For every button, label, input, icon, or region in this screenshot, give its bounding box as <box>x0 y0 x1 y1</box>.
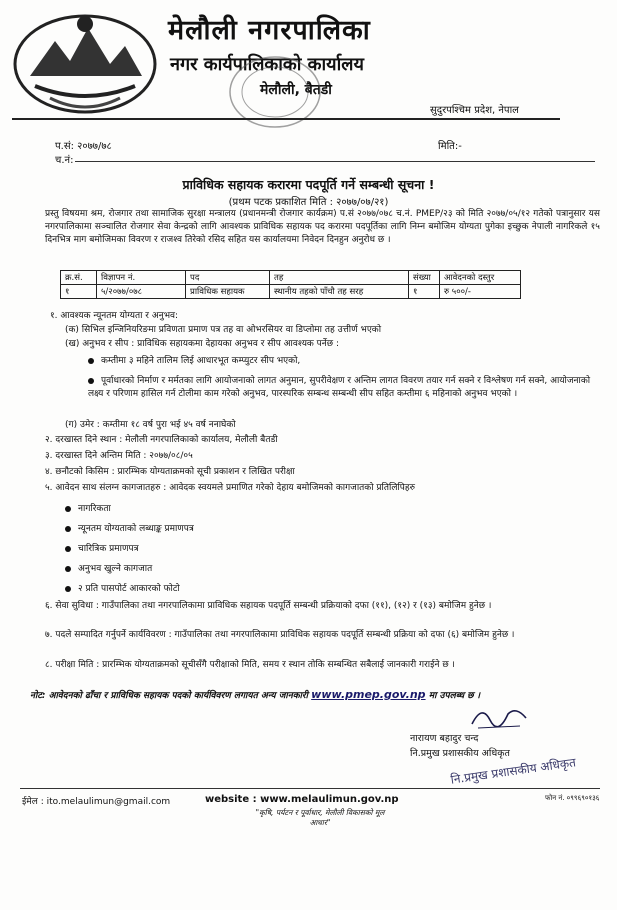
footer-divider <box>20 788 600 789</box>
designation-stamp: नि.प्रमुख प्रशासकीय अधिकृत <box>449 755 577 787</box>
requirement-ga: (ग) उमेर : कम्तीमा १८ वर्ष पुरा भई ४५ वर्ष ननाघेको <box>65 420 236 430</box>
table-header-row <box>61 271 521 285</box>
footer-slogan: "कृषि, पर्यटन र पूर्वाधार, मेलौली विकासको मूल आधार" <box>255 808 385 827</box>
office-seal-icon <box>225 52 325 132</box>
bullet-icon <box>88 358 94 364</box>
reference-number: प.सं: २०७७/७८ <box>55 141 112 152</box>
municipality-emblem-icon <box>10 6 160 116</box>
table-cell: स्थानीय तहको पाँचौ तह सरह <box>270 285 409 299</box>
table-cell: १ <box>61 285 97 299</box>
item-6: ६. सेवा सुविधा : गाउँपालिका तथा नगरपालिकामा प्राविधिक सहायक पदपूर्ति सम्बन्धी प्रक्रियाको दफा (११), (१२) र (१३) बमोजिम हुनेछ । <box>45 601 492 611</box>
dispatch-number: च.नं: <box>55 155 74 166</box>
table-header: क्र.सं. <box>61 271 97 285</box>
item-5: ५. आवेदन साथ संलग्न कागजातहरु : आवेदक स्वयमले प्रमाणित गरेको देहाय बमोजिमको कागजातको प्रतिलिपिहरु <box>45 483 416 493</box>
office-name: नगर कार्यपालिकाको कार्यालय <box>170 54 364 75</box>
bullet-icon <box>65 566 71 572</box>
table-cell: ५/२०७७/०७८ <box>97 285 186 299</box>
note-suffix: मा उपलब्ध छ । <box>428 691 481 701</box>
table-header: पद <box>186 271 270 285</box>
footer-website[interactable]: website : www.melaulimun.gov.np <box>205 794 399 805</box>
note-text: नोट: आवेदनको ढाँचा र प्राविधिक सहायक पदको कार्यविवरण लगायत अन्य जानकारी <box>30 691 309 701</box>
header-divider <box>12 118 560 120</box>
list-item-text: चारित्रिक प्रमाणपत्र <box>78 544 139 554</box>
notice-intro: प्रस्तु विषयमा श्रम, रोजगार तथा सामाजिक सुरक्षा मन्त्रालय (प्रधानमन्त्री रोजगार कार्यक्रम) प.सं २०७७/०७८ च.नं. PMEP/२३ को मिति २०७७/०५/१२ गतेको पत्रानुसार यस नगरपालिकामा सञ्चालित रोजगार सेवा केन्द्रको लागि आवश्यक प्राविधिक सहायक पद करारमा पदपूर्तिका लागि निम्न बमोजिम योग्यता पुगेका इच्छुक नेपाली नागरिकले १५ दिनभित्र माग बमोजिमका विवरण र राजश्व तिरेको रसिद सहित यस कार्यालयमा निवेदन दिनहुन अनुरोध छ । <box>45 209 600 245</box>
item-8: ८. परीक्षा मिति : प्रारम्भिक योग्यताक्रमको सूचीसँगै परीक्षाको मिति, समय र स्थान तोकि सम्बन्धित सबैलाई जानकारी गराईने छ । <box>45 660 455 670</box>
table-header: विज्ञापन नं. <box>97 271 186 285</box>
bullet-icon <box>88 378 94 384</box>
list-item-text: पूर्वाधारको निर्माण र मर्मतका लागि आयोजनाको लागत अनुमान, सुपरीवेक्षण र अन्तिम लागत विवरण तयार गर्न सक्ने र विश्लेषण गर्न सक्ने, आयोजनाको लक्ष्य र परिणाम हासिल गर्न टोलीमा काम गरेको अनुभव, पारस्परिक सम्बन्ध सम्बन्धी सीप सहित कम्तीमा ६ महिनाको अनुभव भएको । <box>88 376 591 399</box>
list-item-text: २ प्रति पासपोर्ट आकारको फोटो <box>78 584 180 594</box>
office-location: मेलौली, बैतडी <box>260 82 332 98</box>
bullet-icon <box>65 526 71 532</box>
requirement-ka: (क) सिभिल इन्जिनियरिङमा प्रविणता प्रमाण पत्र तह वा ओभरसियर वा डिप्लोमा तह उत्तीर्ण भएको <box>65 325 382 335</box>
list-item <box>88 355 300 368</box>
table-header: संख्या <box>409 271 440 285</box>
item-4: ४. छनौटको किसिम : प्रारम्भिक योग्यताक्रमको सूची प्रकाशन र लिखित परीक्षा <box>45 467 295 477</box>
bullet-icon <box>65 586 71 592</box>
signatory-role: नि.प्रमुख प्रशासकीय अधिकृत <box>410 748 510 759</box>
list-item <box>65 583 180 596</box>
province-name: सुदुरपश्चिम प्रदेश, नेपाल <box>430 105 519 116</box>
table-cell: प्राविधिक सहायक <box>186 285 270 299</box>
list-item-text: नागरिकता <box>78 504 111 514</box>
table-header: आवेदनको दस्तुर <box>440 271 521 285</box>
note <box>30 688 593 703</box>
footer-phone: फोन नं. ०९९६९०१३६ <box>545 794 600 802</box>
signatory-name: नारायण बहादुर चन्द <box>410 733 479 744</box>
list-item-text: न्यूनतम योग्यताको लब्धाङ्क प्रमाणपत्र <box>78 524 194 534</box>
list-item-text: अनुभव खुल्ने कागजात <box>78 564 153 574</box>
notice-title: प्राविधिक सहायक करारमा पदपूर्ति गर्ने सम्बन्धी सूचना ! <box>182 177 435 192</box>
vacancy-table <box>60 270 521 299</box>
list-item <box>65 503 111 516</box>
requirements-heading: १. आवश्यक न्यूनतम योग्यता र अनुभव: <box>50 311 179 321</box>
table-cell: रु ५००/- <box>440 285 521 299</box>
bullet-icon <box>65 506 71 512</box>
list-item <box>88 375 593 401</box>
list-item-text: कम्तीमा ३ महिने तालिम लिई आधारभूत कम्प्युटर सीप भएको, <box>101 356 301 366</box>
date-label: मिति:- <box>438 141 462 152</box>
bullet-icon <box>65 546 71 552</box>
list-item <box>65 523 194 536</box>
item-7: ७. पदले सम्पादित गर्नुपर्ने कार्यविवरण : गाउँपालिका तथा नगरपालिकामा प्राविधिक सहायक पदपूर्ति सम्बन्धी प्रक्रिया को दफा (६) बमोजिम हुनेछ । <box>45 630 515 640</box>
list-item <box>65 543 139 556</box>
signature-icon <box>470 702 530 732</box>
table-cell: १ <box>409 285 440 299</box>
footer-email[interactable]: ईमेल : ito.melaulimun@gmail.com <box>22 797 171 807</box>
table-row <box>61 285 521 299</box>
municipality-name: मेलौली नगरपालिका <box>168 15 371 46</box>
notice-subtitle: (प्रथम पटक प्रकाशित मिति : २०७७/०७/२१) <box>228 197 389 208</box>
requirement-kha: (ख) अनुभव र सीप : प्राविधिक सहायकमा देहायका अनुभव र सीप आवश्यक पर्नेछ : <box>65 339 339 349</box>
meta-divider <box>75 161 595 162</box>
item-2: २. दरखास्त दिने स्थान : मेलौली नगरपालिकाको कार्यालय, मेलौली बैतडी <box>45 435 278 445</box>
pmep-link[interactable]: www.pmep.gov.np <box>311 688 426 701</box>
table-header: तह <box>270 271 409 285</box>
item-3: ३. दरखास्त दिने अन्तिम मिति : २०७७/०८/०५ <box>45 451 193 461</box>
list-item <box>65 563 152 576</box>
